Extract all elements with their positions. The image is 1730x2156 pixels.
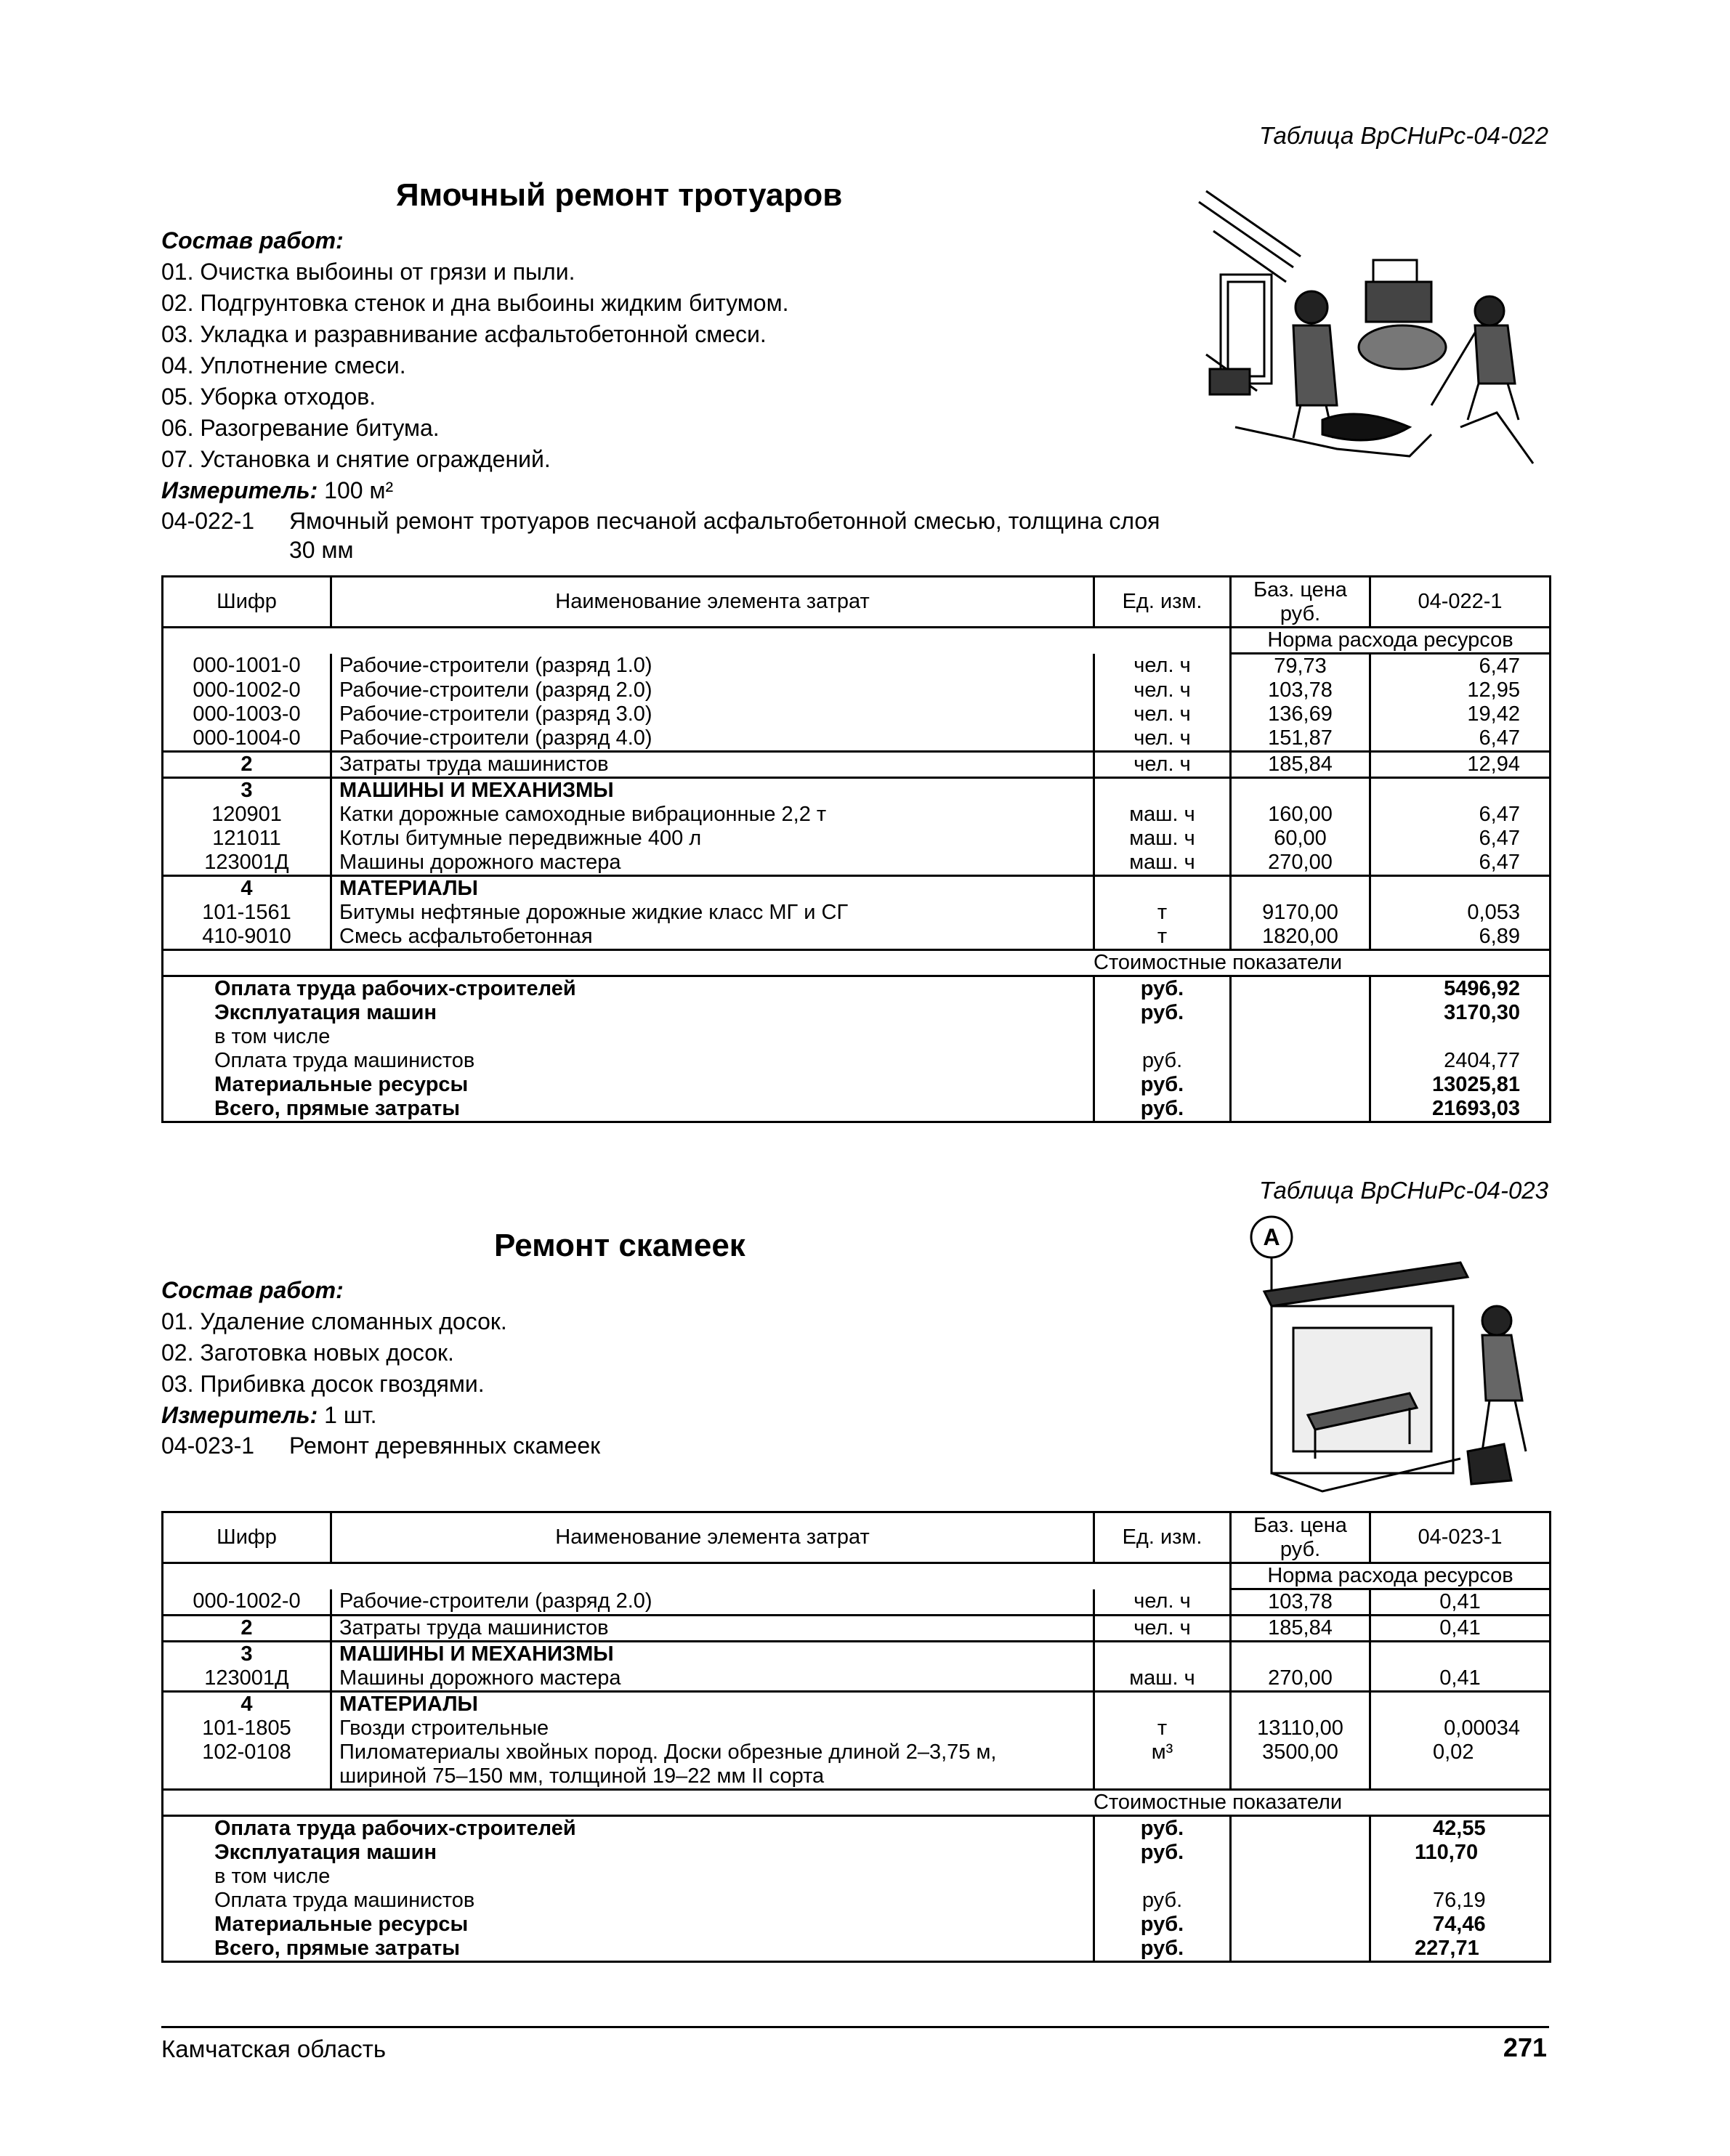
norm-title: 04-023-1 Ремонт деревянных скамеек <box>161 1432 601 1459</box>
cost-row: Эксплуатация машин руб. 3170,30 <box>163 1001 1551 1025</box>
cost-row: в том числе <box>163 1865 1551 1889</box>
col-header-price: Баз. цена руб. <box>1231 1512 1370 1563</box>
cost-row: Оплата труда машинистов руб. 2404,77 <box>163 1049 1551 1073</box>
table-row: 000-1001-0 Рабочие-строители (разряд 1.0) чел. ч 79,73 6,47 <box>163 654 1551 679</box>
norm-header: Норма расхода ресурсов <box>1231 1563 1551 1589</box>
cost-row: Оплата труда машинистов руб. 76,19 <box>163 1889 1551 1913</box>
work-item: 02. Подгрунтовка стенок и дна выбоины жидким битумом. <box>161 290 789 316</box>
work-item: 05. Уборка отходов. <box>161 384 376 410</box>
col-header-name: Наименование элемента затрат <box>331 1512 1094 1563</box>
table-caption-2: Таблица ВрСНиРс-04-023 <box>1259 1177 1548 1204</box>
table-row: 101-1561 Битумы нефтяные дорожные жидкие класс МГ и СГ т 9170,00 0,053 <box>163 901 1551 925</box>
works-block-1 <box>161 225 1179 564</box>
table-row: 000-1002-0 Рабочие-строители (разряд 2.0) чел. ч 103,78 12,95 <box>163 678 1551 702</box>
table-row: 2 Затраты труда машинистов чел. ч 185,84 12,94 <box>163 752 1551 778</box>
section-row-machines: 3 МАШИНЫ И МЕХАНИЗМЫ <box>163 778 1551 803</box>
table-row: 102-0108 Пиломатериалы хвойных пород. Доски обрезные длиной 2–3,75 м, шириной 75–150 мм, толщиной 19–22 мм II сорта м³ 3500,00 0,02 <box>163 1740 1551 1790</box>
work-item: 04. Уплотнение смеси. <box>161 352 406 378</box>
measure: Измеритель: 1 шт. <box>161 1402 377 1428</box>
work-item: 01. Удаление сломанных досок. <box>161 1308 507 1334</box>
table-row: 000-1003-0 Рабочие-строители (разряд 3.0) чел. ч 136,69 19,42 <box>163 702 1551 726</box>
footer-divider <box>161 2026 1549 2028</box>
cost-row: Всего, прямые затраты руб. 227,71 <box>163 1937 1551 1962</box>
resources-table-2 <box>161 1511 1551 1963</box>
table-row: 000-1004-0 Рабочие-строители (разряд 4.0) чел. ч 151,87 6,47 <box>163 726 1551 752</box>
page-number: 271 <box>1503 2033 1547 2062</box>
cost-row: Материальные ресурсы руб. 74,46 <box>163 1913 1551 1937</box>
cost-row: Эксплуатация машин руб. 110,70 <box>163 1841 1551 1865</box>
cost-row: Оплата труда рабочих-строителей руб. 42,55 <box>163 1816 1551 1841</box>
cost-header: Стоимостные показатели <box>163 950 1551 976</box>
work-item: 01. Очистка выбоины от грязи и пыли. <box>161 259 575 285</box>
table-caption-1: Таблица ВрСНиРс-04-022 <box>1259 122 1548 149</box>
col-header-name: Наименование элемента затрат <box>331 577 1094 628</box>
worker-repairing-bench-illustration <box>1242 1212 1548 1495</box>
col-header-unit: Ед. изм. <box>1094 1512 1231 1563</box>
section-row-machines: 3 МАШИНЫ И МЕХАНИЗМЫ <box>163 1642 1551 1667</box>
section-title-1: Ямочный ремонт тротуаров <box>396 177 843 213</box>
col-header-code: Шифр <box>163 1512 331 1563</box>
norm-header: Норма расхода ресурсов <box>1231 628 1551 654</box>
table-row: 2 Затраты труда машинистов чел. ч 185,84 0,41 <box>163 1616 1551 1642</box>
cost-row: Оплата труда рабочих-строителей руб. 5496,92 <box>163 976 1551 1002</box>
col-header-price: Баз. цена руб. <box>1231 577 1370 628</box>
section-row-materials: 4 МАТЕРИАЛЫ <box>163 1692 1551 1717</box>
col-header-code: Шифр <box>163 577 331 628</box>
table-row: 123001Д Машины дорожного мастера маш. ч 270,00 6,47 <box>163 851 1551 876</box>
works-header: Состав работ: <box>161 227 344 254</box>
work-item: 02. Заготовка новых досок. <box>161 1340 454 1366</box>
workers-repairing-sidewalk-illustration <box>1192 187 1540 471</box>
work-item: 07. Установка и снятие ограждений. <box>161 446 551 472</box>
resources-table-1 <box>161 575 1551 1123</box>
table-row: 000-1002-0 Рабочие-строители (разряд 2.0) чел. ч 103,78 0,41 <box>163 1589 1551 1616</box>
works-header: Состав работ: <box>161 1277 344 1303</box>
measure: Измеритель: 100 м² <box>161 477 394 503</box>
section-row-materials: 4 МАТЕРИАЛЫ <box>163 876 1551 901</box>
cost-header: Стоимостные показатели <box>163 1790 1551 1816</box>
col-header-norm: 04-022-1 <box>1370 577 1551 628</box>
cost-row: Материальные ресурсы руб. 13025,81 <box>163 1073 1551 1097</box>
work-item: 03. Укладка и разравнивание асфальтобетонной смеси. <box>161 321 767 347</box>
table-row: 101-1805 Гвозди строительные т 13110,00 0,00034 <box>163 1717 1551 1740</box>
table-row: 123001Д Машины дорожного мастера маш. ч 270,00 0,41 <box>163 1666 1551 1692</box>
footer-region: Камчатская область <box>161 2035 387 2062</box>
section-title-2: Ремонт скамеек <box>494 1228 745 1263</box>
cost-row: Всего, прямые затраты руб. 21693,03 <box>163 1097 1551 1122</box>
work-item: 03. Прибивка досок гвоздями. <box>161 1371 485 1397</box>
sign-label: A <box>1263 1224 1280 1250</box>
col-header-norm: 04-023-1 <box>1370 1512 1551 1563</box>
table-row: 120901 Катки дорожные самоходные вибрационные 2,2 т маш. ч 160,00 6,47 <box>163 803 1551 827</box>
table-row: 121011 Котлы битумные передвижные 400 л маш. ч 60,00 6,47 <box>163 827 1551 851</box>
works-block-2 <box>161 1275 1179 1460</box>
norm-title: 04-022-1 Ямочный ремонт тротуаров песчаной асфальтобетонной смесью, толщина слоя 30 мм <box>161 508 1160 563</box>
col-header-unit: Ед. изм. <box>1094 577 1231 628</box>
work-item: 06. Разогревание битума. <box>161 415 440 441</box>
table-row: 410-9010 Смесь асфальтобетонная т 1820,00 6,89 <box>163 925 1551 950</box>
cost-row: в том числе <box>163 1025 1551 1049</box>
